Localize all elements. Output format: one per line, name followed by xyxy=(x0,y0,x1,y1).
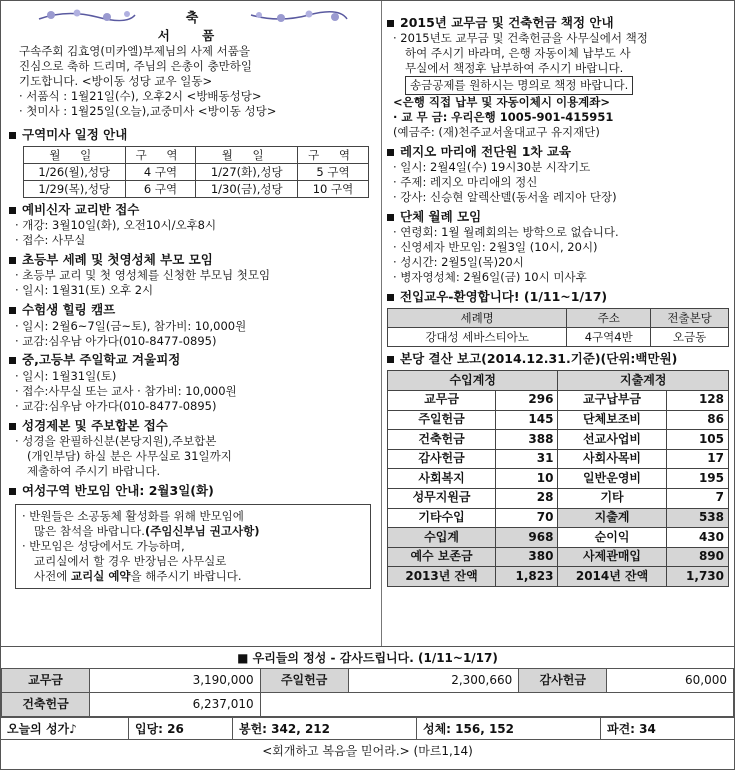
dues-line: 무실에서 책정후 납부하여 주시기 바랍니다. xyxy=(405,61,624,76)
offering-label: 주일헌금 xyxy=(260,669,348,693)
district-mass-table xyxy=(23,146,369,198)
group-meeting-line: · 병자영성체: 2월6일(금) 10시 미사후 xyxy=(393,269,587,284)
table-header: 세례명 xyxy=(388,309,567,328)
offering-value: 2,300,660 xyxy=(348,669,519,693)
square-bullet-icon xyxy=(9,132,16,139)
congrats-line: 진심으로 축하 드리며, 주님의 은총이 충만하일 xyxy=(19,59,253,74)
hymn-dismissal: 파견: 34 xyxy=(607,722,656,736)
group-meetings-heading: 단체 월례 모임 xyxy=(387,209,731,225)
first-communion-line: · 일시: 1월31(토) 오후 2시 xyxy=(15,283,154,298)
square-bullet-icon xyxy=(387,356,394,363)
square-bullet-icon xyxy=(9,423,16,430)
bible-copy-heading: 성경제본 및 주보합본 접수 xyxy=(9,418,377,434)
table-row: 사회복지 10 일반운영비 195 xyxy=(388,469,729,489)
table-row: 감사헌금 31 사회사목비 17 xyxy=(388,449,729,469)
exam-camp-line: · 교감:심우남 아가다(010-8477-0895) xyxy=(15,333,217,348)
dues-line: · 2015년도 교무금 및 건축헌금을 사무실에서 책정 xyxy=(393,31,648,46)
table-row: 1/26(월),성당 4 구역 1/27(화),성당 5 구역 xyxy=(24,164,369,181)
bible-copy-line: 제출하여 주시기 바랍니다. xyxy=(27,463,161,478)
table-header: 지출계정 xyxy=(558,371,729,391)
table-row: 성무지원금 28 기타 7 xyxy=(388,488,729,508)
winter-retreat-line: · 교감:심우남 아가다(010-8477-0895) xyxy=(15,398,217,413)
catechumen-heading: 예비신자 교리반 접수 xyxy=(9,202,377,218)
table-row: 강대성 세바스티아노 4구역4반 오금동 xyxy=(388,328,729,347)
right-column xyxy=(387,5,731,587)
group-meeting-line: · 성시간: 2월5일(목)20시 xyxy=(393,255,524,269)
legio-heading: 레지오 마리애 전단원 1차 교육 xyxy=(387,144,731,160)
square-bullet-icon xyxy=(387,20,394,27)
hymn-offertory: 봉헌: 342, 212 xyxy=(233,718,417,739)
congrats-subtitle: 서 품 xyxy=(157,27,229,43)
table-row xyxy=(2,693,734,717)
square-bullet-icon xyxy=(9,488,16,495)
thanks-heading: ■ 우리들의 정성 - 감사드립니다. (1/11~1/17) xyxy=(1,646,734,668)
offering-label: 건축헌금 xyxy=(2,693,90,717)
table-row: 건축헌금 388 선교사업비 105 xyxy=(388,430,729,450)
women-meeting-heading: 여성구역 반모임 안내: 2월3일(화) xyxy=(9,483,377,499)
finance-heading: 본당 결산 보고(2014.12.31.기준)(단위:백만원) xyxy=(387,351,731,367)
dues-line: 하여 주시기 바라며, 은행 자동이체 납부도 사 xyxy=(405,46,631,61)
square-bullet-icon xyxy=(9,257,16,264)
table-row: 교무금 296 교구납부금 128 xyxy=(388,390,729,410)
left-column xyxy=(9,5,377,589)
bible-copy-line: (개인부담) 하실 분은 사무실로 31일까지 xyxy=(27,448,232,463)
legio-line: · 일시: 2월4일(수) 19시30분 시작기도 xyxy=(393,160,591,175)
table-row: 2013년 잔액 1,823 2014년 잔액 1,730 xyxy=(388,567,729,587)
congrats-line: 기도합니다. <방이동 성당 교우 일동> xyxy=(19,74,213,89)
table-row: 기타수입 70 지출계 538 xyxy=(388,508,729,528)
group-meeting-line: · 연령회: 1월 월례회의는 방학으로 없습니다. xyxy=(393,225,619,240)
ordination-info: · 서품식 : 1월21일(수), 오후2시 <방배동성당> xyxy=(19,88,262,103)
offering-label: 교무금 xyxy=(2,669,90,693)
table-row xyxy=(2,669,734,693)
table-header: 월 일 xyxy=(196,147,298,164)
bible-copy-line: · 성경을 완필하신분(본당지원),주보합본 xyxy=(15,433,217,448)
table-header: 전출본당 xyxy=(651,309,729,328)
district-mass-heading: 구역미사 일정 안내 xyxy=(9,127,377,143)
winter-retreat-line: · 접수:사무실 또는 교사 · 참가비: 10,000원 xyxy=(15,383,237,398)
account-holder: (예금주: (재)천주교서울대교구 유지재단) xyxy=(393,124,600,139)
flower-left-icon xyxy=(37,7,137,25)
scripture-quote: <회개하고 복음을 믿어라.> (마르1,14) xyxy=(1,739,734,761)
dues-heading: 2015년 교무금 및 건축헌금 책정 안내 xyxy=(387,15,731,31)
table-row: 예수 보존금 380 사제관매입 890 xyxy=(388,547,729,567)
newcomers-table xyxy=(387,308,729,347)
exam-camp-heading: 수험생 힐링 캠프 xyxy=(9,302,377,318)
square-bullet-icon xyxy=(9,307,16,314)
bottom-section xyxy=(1,646,734,761)
square-bullet-icon xyxy=(9,207,16,214)
winter-retreat-line: · 일시: 1월31일(토) xyxy=(15,368,117,383)
hymn-entrance: 입당: 26 xyxy=(129,718,233,739)
offering-label: 감사헌금 xyxy=(519,669,607,693)
offering-value: 60,000 xyxy=(607,669,734,693)
table-row: 1/29(목),성당 6 구역 1/30(금),성당 10 구역 xyxy=(24,181,369,198)
square-bullet-icon xyxy=(9,357,16,364)
table-header: 구 역 xyxy=(298,147,369,164)
bank-account: · 교 무 금: 우리은행 1005-901-415951 xyxy=(393,109,614,124)
dues-box-note: 송금공제를 원하시는 명의로 책정 바랍니다. xyxy=(405,76,633,95)
congrats-line: 구속주회 김효영(미카엘)부제님의 사제 서품을 xyxy=(19,44,251,59)
catechumen-line: · 개강: 3월10일(화), 오전10시/오후8시 xyxy=(15,218,217,233)
square-bullet-icon xyxy=(387,214,394,221)
finance-table xyxy=(387,370,729,587)
table-row: 주일헌금 145 단체보조비 86 xyxy=(388,410,729,430)
legio-line: · 주제: 레지오 마리애의 정신 xyxy=(393,175,538,189)
square-bullet-icon xyxy=(387,294,394,301)
legio-line: · 강사: 신승현 알렉산델(동서울 레지아 단장) xyxy=(393,189,617,204)
hymn-communion: 성체: 156, 152 xyxy=(417,718,601,739)
offering-value: 6,237,010 xyxy=(90,693,261,717)
first-communion-heading: 초등부 세례 및 첫영성체 부모 모임 xyxy=(9,252,377,268)
table-header: 월 일 xyxy=(24,147,126,164)
table-header: 수입계정 xyxy=(388,371,558,391)
winter-retreat-heading: 중,고등부 주일학교 겨울피정 xyxy=(9,352,377,368)
newcomers-heading: 전입교우-환영합니다! (1/11~1/17) xyxy=(387,289,731,305)
offering-value: 3,190,000 xyxy=(90,669,261,693)
hymn-row xyxy=(1,717,734,739)
table-row: 수입계 968 순이익 430 xyxy=(388,528,729,548)
table-header: 구 역 xyxy=(125,147,196,164)
first-communion-line: · 초등부 교리 및 첫 영성체를 신청한 부모님 첫모임 xyxy=(15,268,271,283)
women-meeting-notice: · 반원들은 소공동체 활성화를 위해 반모임에 많은 참석을 바랍니다.(주임신부님 권고사항) · 반모임은 성당에서도 가능하며, 교리실에서 할 경우 반장님은 사무실로 사전에 교리실 예약을 해주시기 바랍니다. xyxy=(15,504,371,589)
catechumen-line: · 접수: 사무실 xyxy=(15,233,86,248)
congrats-title: 축 xyxy=(185,11,201,26)
square-bullet-icon xyxy=(387,149,394,156)
group-meeting-line: · 신영세자 반모임: 2월3일 (10시, 20시) xyxy=(393,240,598,255)
column-divider xyxy=(381,1,382,646)
bank-account-title: <은행 직접 납부 및 자동이체시 이용계좌> xyxy=(393,95,611,109)
offerings-table xyxy=(1,668,734,717)
flower-right-icon xyxy=(249,7,349,25)
first-mass-info: · 첫미사 : 1월25일(오늘),교중미사 <방이동 성당> xyxy=(19,103,277,118)
table-header: 주소 xyxy=(567,309,651,328)
exam-camp-line: · 일시: 2월6~7일(금~토), 참가비: 10,000원 xyxy=(15,318,247,333)
hymn-label: 오늘의 성가♪ xyxy=(1,718,129,739)
